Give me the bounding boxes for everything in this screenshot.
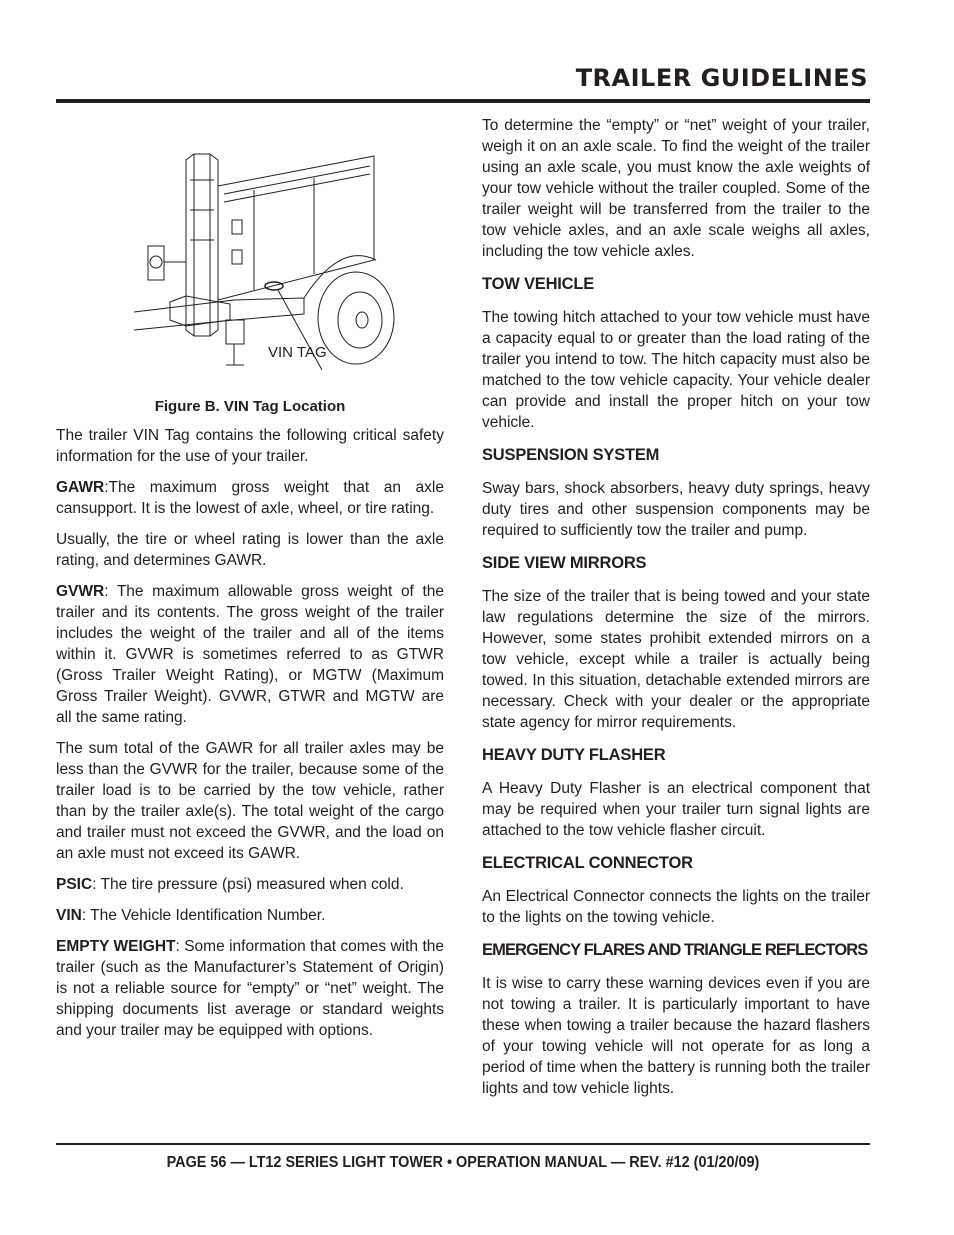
suspension-heading: SUSPENSION SYSTEM (482, 446, 660, 464)
connector-heading: ELECTRICAL CONNECTOR (482, 854, 693, 872)
left-column (56, 112, 444, 1051)
trailer-illustration (134, 150, 434, 370)
vin-tag-label: VIN TAG (268, 344, 327, 361)
psic-definition: : The tire pressure (psi) measured when cold. (92, 876, 404, 893)
page-footer: PAGE 56 — LT12 SERIES LIGHT TOWER • OPERATION MANUAL — REV. #12 (01/20/09) (166, 1154, 760, 1171)
vin-tag-figure (56, 112, 444, 384)
gawr-term: GAWR (56, 479, 105, 496)
page-title: TRAILER GUIDELINES (575, 64, 868, 92)
flares-text: It is wise to carry these warning devices even if you are not towing a trailer. It is particularly important to have these when towing a trailer because the hazard flashers of your towing vehicle will not operate for as long a period of time when the battery is running both the trailer lights and tow vehicle lights. (482, 975, 870, 1097)
usually-paragraph: Usually, the tire or wheel rating is lower than the axle rating, and determines GAWR. (56, 531, 444, 569)
sum-paragraph: The sum total of the GAWR for all trailer axles may be less than the GVWR for the trailer, because some of the trailer load is to be carried by the tow vehicle, rather than by the trailer axle(s). The total weight of the cargo and trailer must not exceed the GVWR, and the load on an axle must not exceed its GAWR. (56, 740, 444, 862)
vin-paragraph (56, 905, 444, 926)
gawr-definition: :The maximum gross weight that an axle cansupport. It is the lowest of axle, wheel, or tire rating. (56, 479, 444, 517)
psic-term: PSIC (56, 876, 93, 893)
gvwr-definition: : The maximum allowable gross weight of the trailer and its contents. The gross weight of the trailer includes the weight of the trailer and all of the items within it. GVWR is sometimes referred to as GTWR (Gross Trailer Weight Rating), or MGTW (Maximum Gross Trailer Weight). GVWR, GTWR and MGTW are all the same rating. (56, 583, 444, 726)
net-weight-paragraph: To determine the “empty” or “net” weight of your trailer, weigh it on an axle scale. To find the weight of the trailer using an axle scale, you must know the axle weights of your tow vehicle without the trailer coupled. Some of the trailer weight will be transferred from the trailer to the tow vehicle axles, and an axle scale weighs all axles, including the tow vehicle axles. (482, 117, 870, 260)
gvwr-term: GVWR (56, 583, 105, 600)
empty-weight-term: EMPTY WEIGHT (56, 938, 176, 955)
mirrors-text: The size of the trailer that is being towed and your state law regulations determine the size of the mirrors. However, some states prohibit extended mirrors on a tow vehicle, except while a trailer is actually being towed. In this situation, detachable extended mirrors are necessary. Check with your dealer or the appropriate state agency for mirror requirements. (482, 588, 870, 731)
suspension-text: Sway bars, shock absorbers, heavy duty springs, heavy duty tires and other suspension components may be required to sufficiently tow the trailer and pump. (482, 480, 870, 539)
connector-text: An Electrical Connector connects the lights on the trailer to the lights on the towing vehicle. (482, 888, 870, 926)
header-rule (56, 99, 870, 103)
flasher-text: A Heavy Duty Flasher is an electrical component that may be required when your trailer turn signal lights are attached to the tow vehicle flasher circuit. (482, 780, 870, 839)
empty-weight-definition: : Some information that comes with the trailer (such as the Manufacturer’s Statement of Origin) is not a reliable source for “empty” or “net” weight. The shipping documents list average or standard weights and your trailer may be equipped with options. (56, 938, 444, 1039)
psic-paragraph (56, 874, 444, 895)
tow-vehicle-heading: TOW VEHICLE (482, 275, 595, 293)
footer-rule (56, 1143, 870, 1145)
vin-term: VIN (56, 907, 82, 924)
tow-vehicle-text: The towing hitch attached to your tow vehicle must have a capacity equal to or greater than the load rating of the trailer you intend to tow. The hitch capacity must also be matched to the tow vehicle capacity. Your vehicle dealer can provide and install the proper hitch on your tow vehicle. (482, 309, 870, 431)
intro-paragraph: The trailer VIN Tag contains the following critical safety information for the use of your trailer. (56, 427, 444, 465)
right-column (482, 115, 870, 1110)
mirrors-heading: SIDE VIEW MIRRORS (482, 554, 647, 572)
vin-definition: : The Vehicle Identification Number. (81, 907, 326, 924)
flasher-heading: HEAVY DUTY FLASHER (482, 746, 666, 764)
figure-caption: Figure B. VIN Tag Location (154, 398, 346, 415)
flares-heading: EMERGENCY FLARES AND TRIANGLE REFLECTORS (482, 941, 868, 959)
gvwr-paragraph (56, 581, 444, 728)
gawr-paragraph (56, 477, 444, 519)
empty-weight-paragraph (56, 936, 444, 1041)
